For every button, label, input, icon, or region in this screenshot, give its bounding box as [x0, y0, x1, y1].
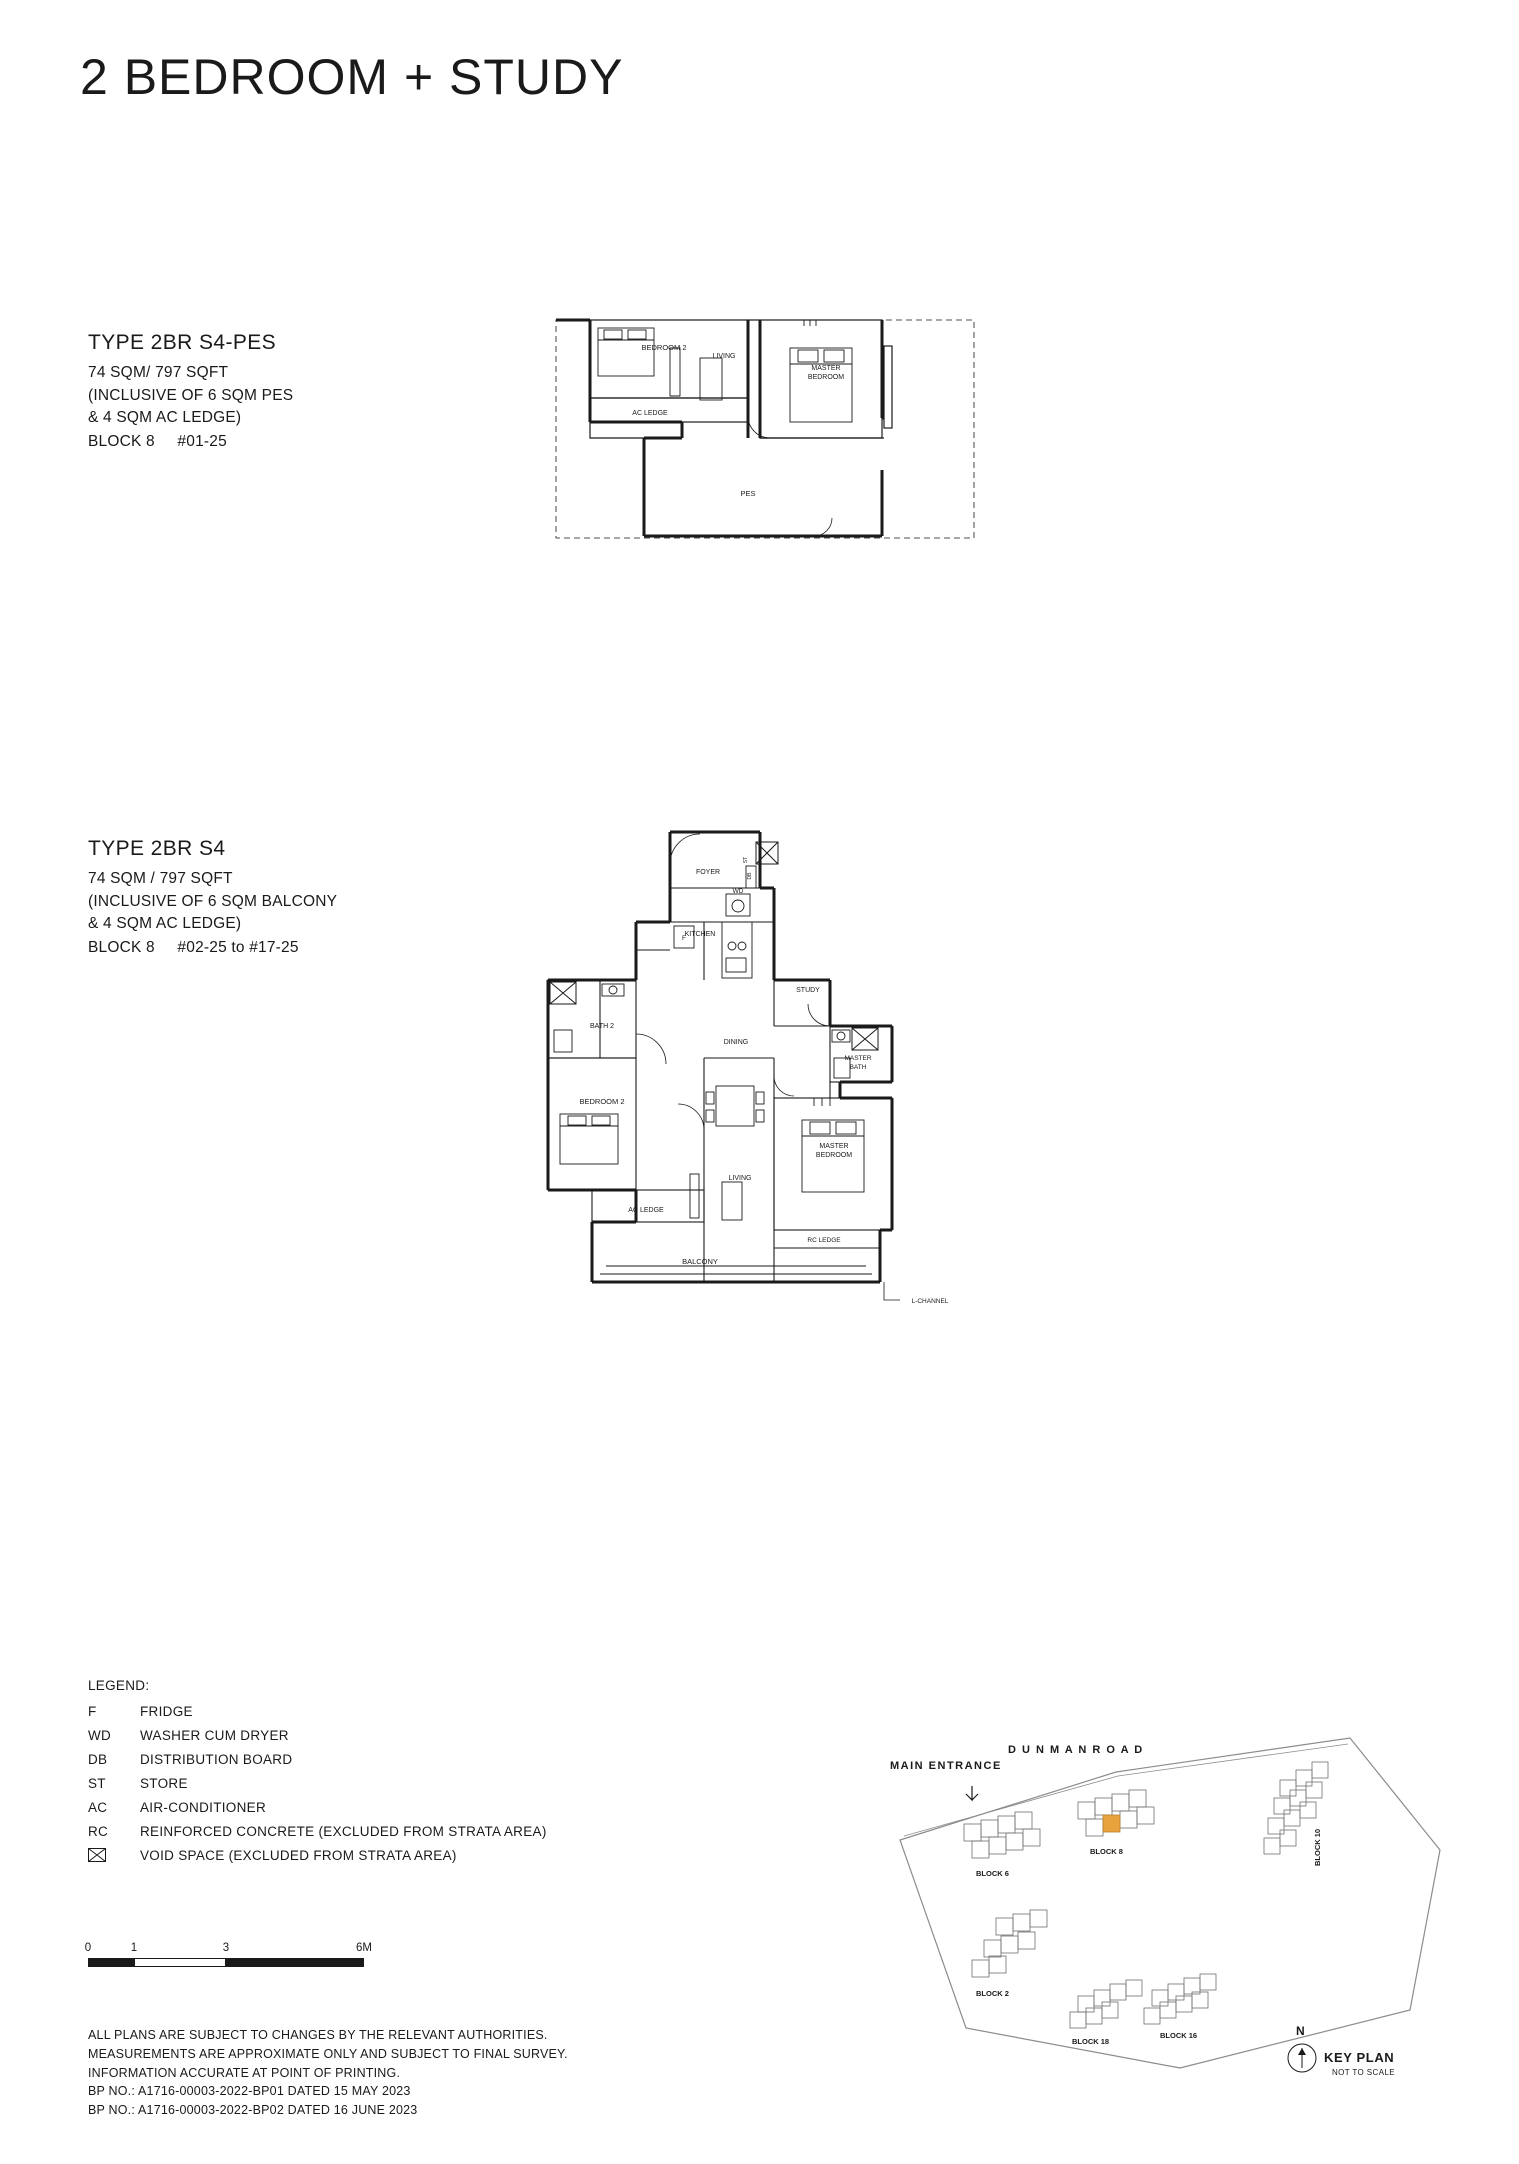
room-label-bath2: BATH 2: [590, 1023, 614, 1030]
plan-area: 74 SQM/ 797 SQFT: [88, 364, 229, 382]
room-label-master-bath-2: BATH: [849, 1064, 867, 1071]
legend: [88, 1678, 547, 1872]
key-plan-road-label: D U N M A N R O A D: [1008, 1744, 1144, 1756]
key-plan-block-label-6: BLOCK 6: [976, 1869, 1009, 1878]
legend-key: WD: [88, 1728, 112, 1743]
room-label-master-bedroom-1: MASTER: [819, 1143, 849, 1150]
room-label-master-bedroom-2: BEDROOM: [815, 1152, 853, 1159]
legend-key: DB: [88, 1752, 108, 1767]
plan-note-1: (INCLUSIVE OF 6 SQM PES: [88, 386, 294, 404]
room-label-db: DB: [747, 872, 753, 880]
room-label-master-bath-1: MASTER: [844, 1055, 872, 1062]
room-label-st: ST: [743, 856, 749, 864]
legend-item: [88, 1824, 547, 1839]
plan-block: BLOCK 8: [88, 938, 155, 956]
room-label-balcony: BALCONY: [682, 1257, 718, 1266]
key-plan-main-entrance-label: MAIN ENTRANCE: [890, 1760, 1002, 1772]
plan-units: #02-25 to #17-25: [177, 938, 299, 956]
room-label-study: STUDY: [796, 987, 820, 994]
legend-item-void: [88, 1848, 547, 1863]
key-plan-block-label-16: BLOCK 16: [1160, 2031, 1198, 2040]
room-label-master-bedroom-1: MASTER: [811, 365, 841, 372]
plan-note-2: & 4 SQM AC LEDGE): [88, 915, 242, 933]
legend-item: [88, 1752, 547, 1767]
highlighted-unit-block-8: [1103, 1815, 1120, 1832]
key-plan-block-label-10: BLOCK 10: [1313, 1828, 1322, 1866]
scale-bar-labels: [84, 1942, 372, 1956]
room-label-dining: DINING: [723, 1039, 749, 1046]
key-plan-subcaption: NOT TO SCALE: [1332, 2068, 1396, 2077]
legend-value: AIR-CONDITIONER: [140, 1800, 266, 1815]
disclaimer-line-2: MEASUREMENTS ARE APPROXIMATE ONLY AND SUBJECT TO FINAL SURVEY.: [88, 2046, 568, 2061]
room-label-ac-ledge: AC LEDGE: [632, 410, 668, 417]
room-label-foyer: FOYER: [695, 869, 721, 876]
room-label-l-channel: L-CHANNEL: [911, 1298, 949, 1305]
plan-area: 74 SQM / 797 SQFT: [88, 870, 233, 888]
scale-tick-0: 0: [84, 1942, 92, 1954]
legend-item: [88, 1776, 547, 1791]
room-label-bedroom2: BEDROOM 2: [579, 1097, 625, 1106]
disclaimer-line-4: BP NO.: A1716-00003-2022-BP01 DATED 15 MAY 2023: [88, 2084, 411, 2099]
legend-item: [88, 1728, 547, 1743]
legend-key: AC: [88, 1800, 108, 1815]
legend-key: ST: [88, 1776, 106, 1791]
disclaimer-line-5: BP NO.: A1716-00003-2022-BP02 DATED 16 JUNE 2023: [88, 2103, 418, 2117]
legend-key: F: [88, 1704, 97, 1719]
void-space-icon: [88, 1848, 140, 1862]
disclaimer-line-3: INFORMATION ACCURATE AT POINT OF PRINTING.: [88, 2065, 401, 2080]
plan-block: BLOCK 8: [88, 432, 155, 450]
scale-bar-segment: [134, 1958, 226, 1967]
site-boundary: [900, 1738, 1440, 2068]
room-label-bedroom2: BEDROOM 2: [641, 343, 687, 352]
room-label-ac-ledge: AC LEDGE: [628, 1207, 664, 1214]
legend-key: RC: [88, 1824, 109, 1839]
scale-bar-segment: [88, 1958, 134, 1967]
legend-item: [88, 1800, 547, 1815]
room-label-living: LIVING: [712, 353, 736, 360]
scale-tick-3: 6M: [356, 1942, 372, 1954]
plan-note-2: & 4 SQM AC LEDGE): [88, 409, 242, 427]
room-label-living: LIVING: [728, 1175, 752, 1182]
plan-info-2br-s4-pes: [88, 328, 293, 453]
legend-value: STORE: [140, 1776, 188, 1791]
floorplan-drawing-2br-s4: [540, 830, 1020, 1410]
plan-note-1: (INCLUSIVE OF 6 SQM BALCONY: [88, 892, 338, 910]
plan-info-2br-s4: [88, 834, 337, 959]
legend-value: VOID SPACE (EXCLUDED FROM STRATA AREA): [140, 1848, 457, 1863]
room-label-wd: WD: [732, 888, 744, 895]
legend-value: DISTRIBUTION BOARD: [140, 1752, 293, 1767]
room-label-kitchen: KITCHEN: [684, 931, 716, 938]
key-plan-caption: KEY PLAN: [1324, 2050, 1395, 2065]
legend-title: LEGEND:: [88, 1678, 150, 1693]
scale-tick-2: 3: [222, 1942, 230, 1954]
scale-bar: [84, 1942, 372, 1967]
floorplan-drawing-2br-s4-pes: [552, 310, 992, 570]
plan-units: #01-25: [177, 432, 227, 450]
legend-value: FRIDGE: [140, 1704, 193, 1719]
plan-block-units: [88, 937, 337, 959]
plan-block-units: [88, 431, 293, 453]
key-plan-block-label-8: BLOCK 8: [1090, 1847, 1123, 1856]
key-plan-block-label-18: BLOCK 18: [1072, 2037, 1110, 2046]
scale-tick-1: 1: [130, 1942, 138, 1954]
legend-item: [88, 1704, 547, 1719]
key-plan-block-label-2: BLOCK 2: [976, 1989, 1009, 1998]
scale-bar-track: [88, 1958, 368, 1967]
key-plan-north-label: N: [1296, 2024, 1305, 2038]
plan-type-name: TYPE 2BR S4-PES: [88, 331, 277, 354]
legend-value: WASHER CUM DRYER: [140, 1728, 289, 1743]
disclaimer: [88, 2026, 568, 2120]
key-plan: [880, 1728, 1480, 2128]
room-label-master-bedroom-2: BEDROOM: [807, 374, 845, 381]
page-title: 2 BEDROOM + STUDY: [80, 49, 624, 105]
scale-bar-segment: [226, 1958, 364, 1967]
legend-value: REINFORCED CONCRETE (EXCLUDED FROM STRATA AREA): [140, 1824, 547, 1839]
disclaimer-line-1: ALL PLANS ARE SUBJECT TO CHANGES BY THE RELEVANT AUTHORITIES.: [88, 2028, 548, 2042]
room-label-fridge: F: [682, 935, 686, 942]
room-label-pes: PES: [740, 489, 756, 498]
plan-type-name: TYPE 2BR S4: [88, 837, 226, 860]
room-label-rc-ledge: RC LEDGE: [807, 1237, 841, 1244]
